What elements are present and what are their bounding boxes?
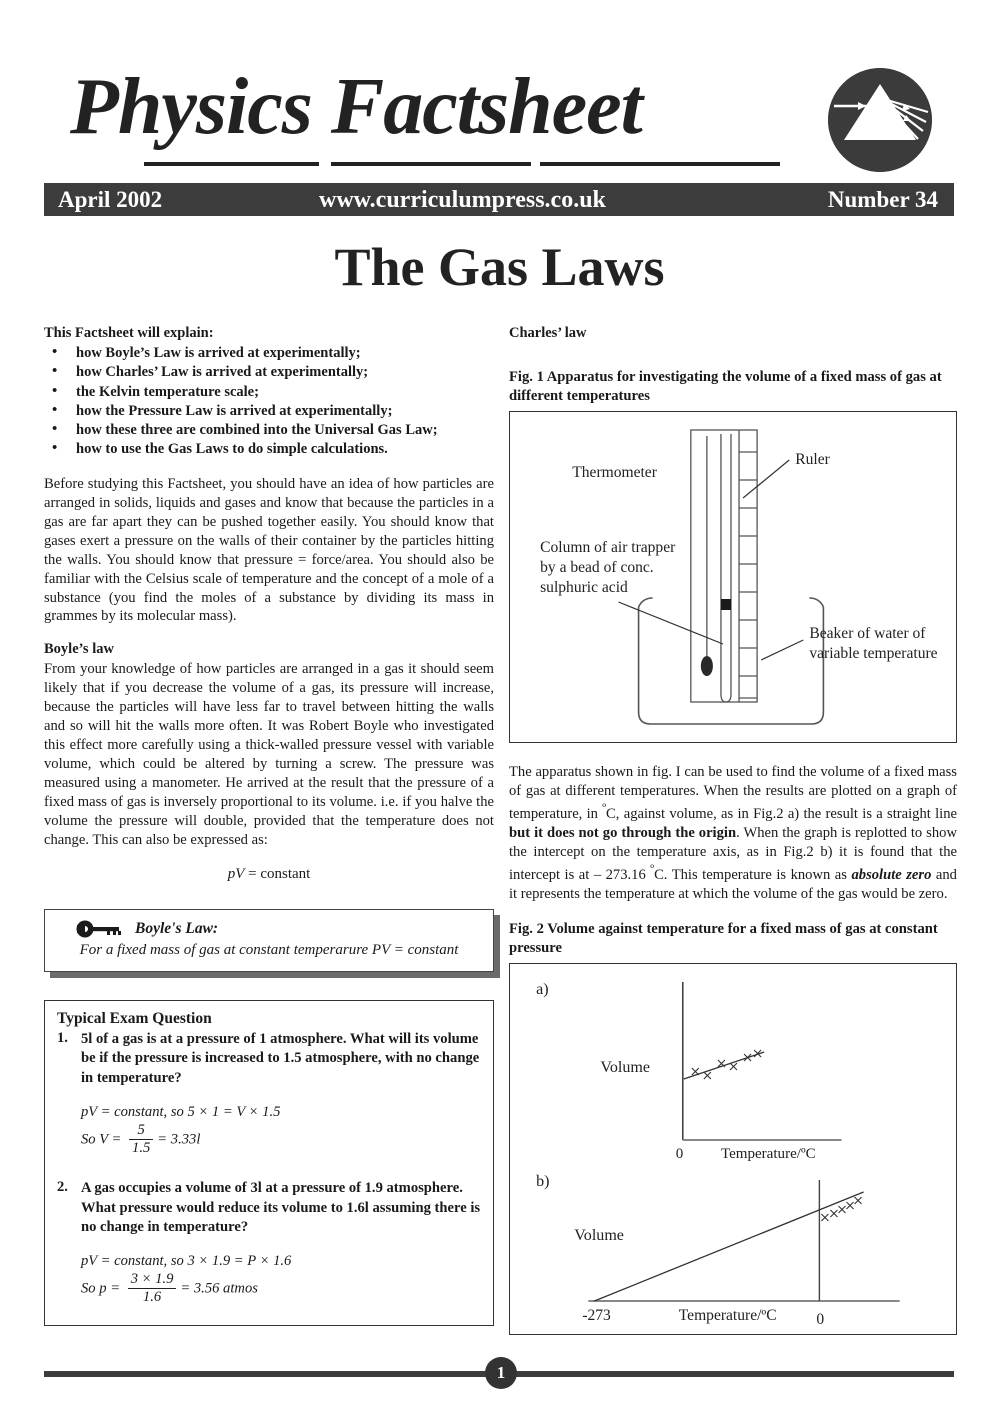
- panel-a-origin-label: 0: [675, 1146, 684, 1163]
- fraction-numerator: 3 × 1.9: [128, 1271, 177, 1289]
- working-line-1: pV = constant, so 5 × 1 = V × 1.5: [81, 1103, 281, 1120]
- figure-1-apparatus: [509, 411, 957, 743]
- typical-exam-question-box: [44, 1000, 494, 1326]
- exam-box-title: Typical Exam Question: [57, 1010, 212, 1028]
- right-column: [509, 325, 957, 1335]
- para-bold-origin: but it does not go through the origin: [509, 825, 737, 842]
- left-column: [44, 325, 494, 1326]
- question-number: 2.: [57, 1179, 68, 1196]
- law-title: Boyle's Law:: [135, 920, 219, 938]
- equation-remainder: = constant: [244, 866, 311, 883]
- boyles-law-heading: Boyle’s law: [44, 641, 114, 658]
- fraction-numerator: 5: [129, 1122, 153, 1140]
- question-2-working: [81, 1253, 481, 1307]
- objectives-list: [44, 344, 494, 460]
- working-line-1: pV = constant, so 3 × 1.9 = P × 1.6: [81, 1253, 292, 1270]
- label-beaker-line1: Beaker of water of: [809, 625, 926, 643]
- prism-dispersion-logo-icon: [828, 68, 932, 172]
- list-item: • how these three are combined into the Universal Gas Law;: [44, 421, 494, 440]
- fraction-denominator: 1.5: [132, 1139, 151, 1156]
- working-suffix: = 3.33l: [157, 1131, 201, 1148]
- list-item: • how to use the Gas Laws to do simple calculations.: [44, 440, 494, 459]
- question-text: 5l of a gas is at a pressure of 1 atmosphere. What will its volume be if the pressure is increased to 1.5 atmosphere, with no change in temperature?: [81, 1031, 480, 1086]
- title-underline-1: [144, 162, 319, 166]
- degree-symbol: º: [650, 862, 655, 877]
- para-part-3: . When the graph is replotted to show the intercept on the temperature axis, as in Fig.2 b) it is found that the intercept is at – 273.16: [509, 825, 957, 883]
- degree-symbol: º: [602, 801, 607, 816]
- intro-heading: This Factsheet will explain:: [44, 325, 214, 341]
- boyles-law-equation: [44, 866, 494, 883]
- working-prefix: So p =: [81, 1280, 124, 1297]
- panel-b-origin-label: 0: [816, 1311, 825, 1329]
- label-beaker-line2: variable temperature: [809, 645, 938, 663]
- masthead: [60, 62, 940, 172]
- working-prefix: So V =: [81, 1131, 126, 1148]
- list-item: • how Charles’ Law is arrived at experimentally;: [44, 363, 494, 382]
- panel-b-label: b): [536, 1173, 550, 1191]
- panel-b-absolute-zero-label: -273: [582, 1307, 611, 1325]
- equation-variable: pV: [227, 866, 245, 883]
- working-line-2: [81, 1272, 481, 1307]
- panel-b-ylabel: Volume: [574, 1227, 624, 1245]
- list-item: • the Kelvin temperature scale;: [44, 383, 494, 402]
- page-title: The Gas Laws: [334, 237, 665, 297]
- page-number-badge: 1: [485, 1357, 517, 1389]
- label-ruler: Ruler: [795, 451, 830, 469]
- issue-date: April 2002: [58, 187, 163, 212]
- panel-a-label: a): [536, 981, 549, 999]
- boyles-law-definition-box: [44, 909, 494, 972]
- issue-number: Number 34: [827, 187, 938, 212]
- publisher-url[interactable]: www.curriculumpress.co.uk: [319, 187, 606, 213]
- question-1-working: [81, 1104, 481, 1158]
- apparatus-paragraph: [509, 763, 957, 904]
- key-icon: [73, 920, 125, 938]
- exam-question-1: [57, 1030, 481, 1088]
- para-part-1: The apparatus shown in fig. I can be used to find the volume of a fixed mass of gas at different temperatures. When the results are plotted on a graph of temperature, in: [509, 764, 957, 823]
- figure-1-caption: Fig. 1 Apparatus for investigating the volume of a fixed mass of gas at different temperatures: [509, 369, 942, 404]
- para-part-2: C, against volume, as in Fig.2 a) the result is a straight line: [606, 806, 957, 823]
- label-column-line2: by a bead of conc.: [540, 559, 654, 577]
- charles-law-heading: Charles’ law: [509, 325, 587, 341]
- label-thermometer: Thermometer: [572, 464, 657, 482]
- para-part-5: and it represents the temperature at which the volume of the gas would be zero.: [509, 866, 957, 902]
- para-part-4: C. This temperature is known as: [654, 866, 852, 883]
- prerequisites-paragraph: Before studying this Factsheet, you should have an idea of how particles are arranged in solids, liquids and gases and know that because the particles in a gas are far apart they can be pushed together easily. You should know that gases exert a pressure on the walls of their container by the particles hitting the walls. You should know that pressure = force/area. You should also be familiar with the Celsius scale of temperature and the concept of a mole of a substance (you find the moles of a substance by dividing its mass in grammes by its molecular mass).: [44, 475, 494, 625]
- fraction-denominator: 1.6: [142, 1288, 162, 1305]
- panel-a-xlabel: Temperature/ºC: [720, 1146, 816, 1163]
- list-item: • how the Pressure Law is arrived at experimentally;: [44, 402, 494, 421]
- title-underline-2: [331, 162, 531, 166]
- publication-title: Physics Factsheet: [70, 63, 642, 151]
- working-suffix: = 3.56 atmos: [180, 1280, 258, 1297]
- figure-2-caption: Fig. 2 Volume against temperature for a fixed mass of gas at constant pressure: [509, 920, 938, 956]
- working-line-2: [81, 1123, 481, 1158]
- law-statement: For a fixed mass of gas at constant temperarure PV = constant: [79, 942, 459, 959]
- panel-a-ylabel: Volume: [600, 1059, 651, 1077]
- panel-b-xlabel: Temperature/ºC: [678, 1307, 777, 1325]
- question-number: 1.: [57, 1030, 68, 1047]
- label-column-line3: sulphuric acid: [540, 579, 628, 597]
- title-underline-3: [540, 162, 780, 166]
- fraction: [129, 1122, 153, 1157]
- question-text: A gas occupies a volume of 3l at a pressure of 1.9 atmosphere. What pressure would reduce its volume to 1.6l assuming there is no change in temperature?: [81, 1180, 481, 1235]
- issue-band: [44, 183, 954, 216]
- list-item: • how Boyle’s Law is arrived at experimentally;: [44, 344, 494, 363]
- fraction: [128, 1271, 177, 1306]
- label-column-line1: Column of air trapper: [540, 539, 676, 557]
- figure-2-graphs: [509, 963, 957, 1335]
- para-italic-absolute-zero: absolute zero: [851, 866, 932, 883]
- exam-question-2: [57, 1179, 481, 1237]
- boyles-law-paragraph: From your knowledge of how particles are arranged in a gas it should seem likely that if you decrease the volume of a gas, its pressure will increase, because the particles will have less far to travel between hitting the walls and so will hit the walls more often. It was Robert Boyle who investigated this effect more carefully using a thick-walled pressure vessel with variable volume, which could be altered by turning a screw. The pressure was measured using a manometer. He arrived at the result that the pressure of a fixed mass of gas is inversely proportional to its volume. i.e. if you halve the volume the pressure will double, provided that the temperature does not change. This can also be expressed as:: [44, 661, 494, 849]
